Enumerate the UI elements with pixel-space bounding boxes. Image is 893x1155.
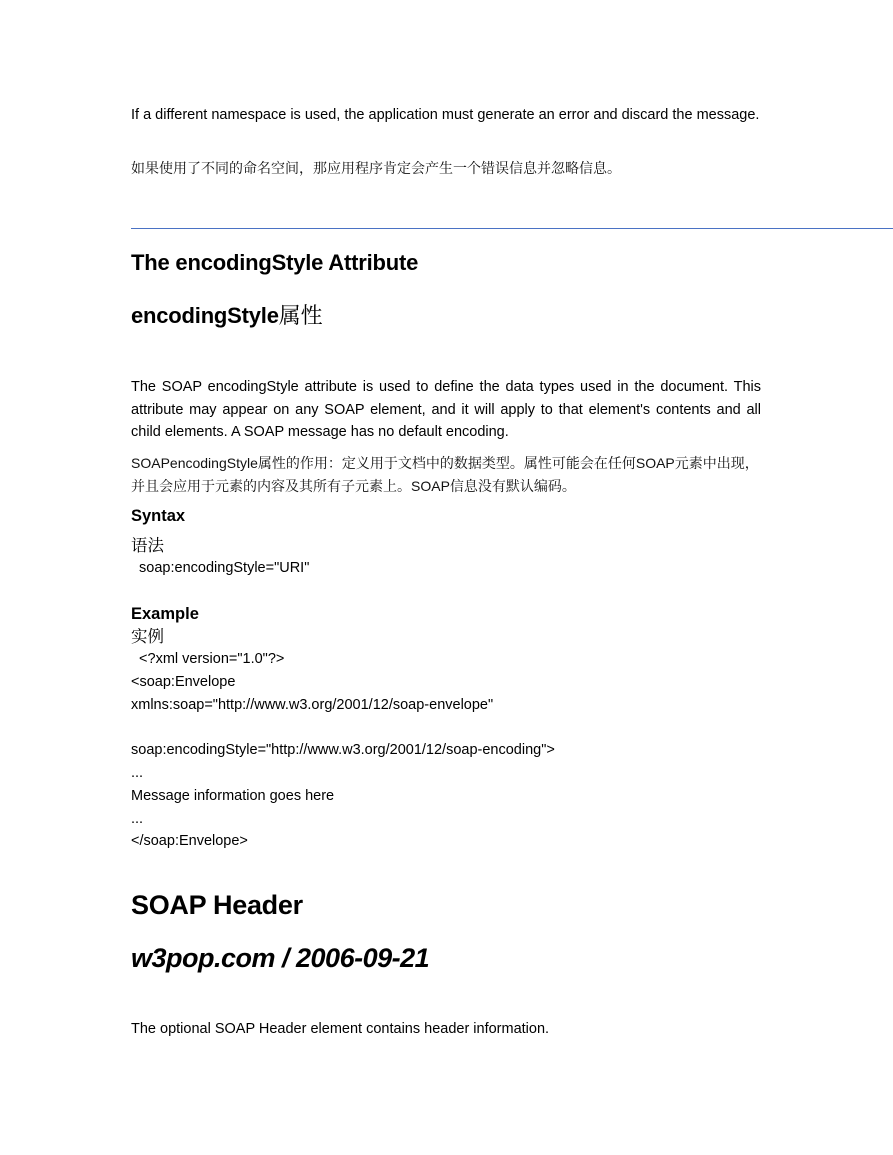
encoding-style-heading-cn-prefix: encodingStyle — [131, 303, 279, 328]
section-divider — [131, 228, 893, 229]
encoding-style-heading: The encodingStyle Attribute — [131, 250, 419, 275]
syntax-code: soap:encodingStyle="URI" — [131, 560, 310, 576]
encoding-style-description-cn: SOAPencodingStyle属性的作用：定义用于文档中的数据类型。属性可能会在任何SOAP元素中出现，并且会应用于元素的内容及其所有子元素上。SOAP信息没有默认编码。 — [131, 455, 759, 494]
syntax-heading-cn: 语法 — [131, 537, 164, 555]
intro-paragraph-cn: 如果使用了不同的命名空间，那应用程序肯定会产生一个错误信息并忽略信息。 — [131, 160, 621, 176]
example-code: <?xml version="1.0"?> <soap:Envelope xmlns:soap="http://www.w3.org/2001/12/soap-envelope" soap:encodingStyle="http://www.w3.org/2001/12/soap-encoding"> ... Message information goes here ... </soap:Envelope> — [131, 651, 555, 850]
encoding-style-description-en: The SOAP encodingStyle attribute is used to define the data types used in the document. This attribute may appear on any SOAP element, and it will apply to that element's contents and all child elements. A SOAP message has no default encoding. — [131, 379, 761, 440]
example-heading: Example — [131, 605, 199, 623]
intro-paragraph-en: If a different namespace is used, the application must generate an error and discard the message. — [131, 107, 760, 123]
example-heading-cn: 实例 — [131, 628, 164, 646]
encoding-style-heading-cn — [131, 302, 322, 330]
syntax-heading: Syntax — [131, 507, 186, 525]
soap-header-description: The optional SOAP Header element contains header information. — [131, 1021, 550, 1037]
soap-header-heading: SOAP Header — [131, 890, 303, 920]
byline: w3pop.com / 2006-09-21 — [131, 943, 430, 973]
encoding-style-heading-cn-suffix: 属性 — [278, 303, 323, 328]
